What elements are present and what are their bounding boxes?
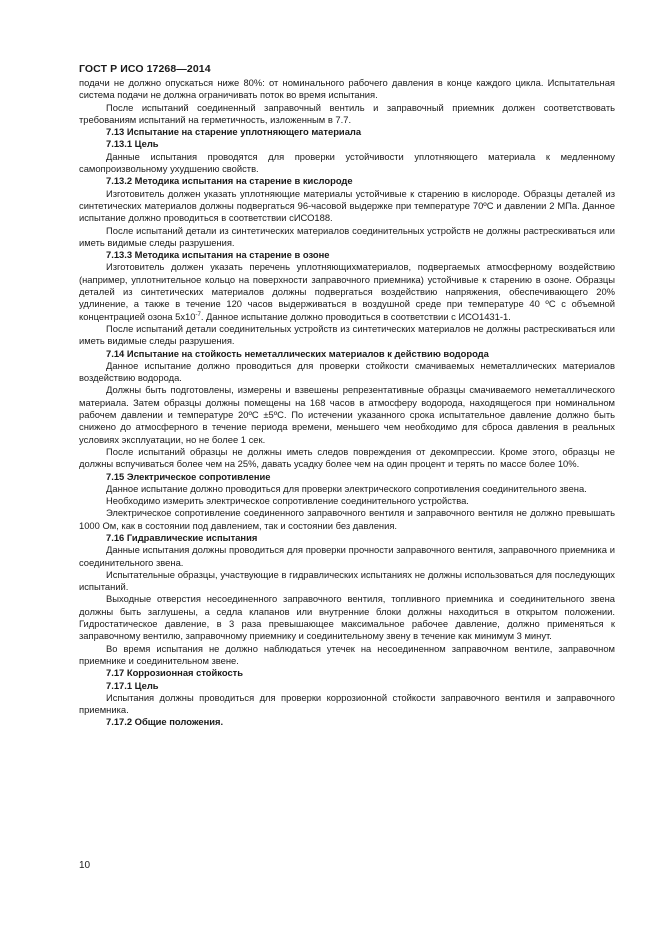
paragraph: Данное испытание должно проводиться для проверки стойкости смачиваемых неметаллических материалов воздействию водорода. bbox=[79, 359, 615, 384]
section-heading: 7.15 Электрическое сопротивление bbox=[106, 470, 271, 482]
section-heading: 7.14 Испытание на стойкость неметаллических материалов к действию водорода bbox=[106, 347, 489, 359]
section-heading: 7.17.1 Цель bbox=[106, 679, 159, 691]
exponent: -7 bbox=[195, 311, 201, 318]
paragraph: После испытаний детали соединительных устройств из синтетических материалов не должны растрескиваться или иметь видимые следы разрушения. bbox=[79, 322, 615, 347]
section-heading: 7.16 Гидравлические испытания bbox=[106, 531, 258, 543]
paragraph: После испытаний детали из синтетических материалов соединительных устройств не должны растрескиваться или иметь видимые следы разрушения. bbox=[79, 224, 615, 248]
paragraph: Испытательные образцы, участвующие в гидравлических испытаниях не должны использоваться для последующих испытаний. bbox=[79, 568, 615, 593]
paragraph: Необходимо измерить электрическое сопротивление соединительного устройства. bbox=[106, 495, 469, 507]
document-header: ГОСТ Р ИСО 17268—2014 bbox=[79, 63, 211, 75]
section-heading: 7.13.1 Цель bbox=[106, 138, 159, 150]
paragraph: Данные испытания должны проводиться для проверки прочности заправочного вентиля, заправочного приемника и соединительного звена. bbox=[79, 544, 615, 568]
paragraph bbox=[79, 261, 615, 322]
paragraph: Электрическое сопротивление соединенного заправочного вентиля и заправочного вентиля не должно превышать 1000 Ом, как в состоянии под давлением, так и состоянии без давления. bbox=[79, 507, 615, 531]
paragraph: Должны быть подготовлены, измерены и взвешены репрезентативные образцы смачиваемого неметаллического материала. Затем образцы должны помещены на 168 часов в атмосферу водорода, находящегося при номинальном рабочем давлении и температуре 20ºС ±5ºС. По истечении указанного срока испытательное давление должно быть снижено до атмосферного в течение периода времени, меньшего чем необходимо для сброса давления в реальных условиях эксплуатации, но не более 1 сек. bbox=[79, 384, 615, 445]
paragraph: После испытаний образцы не должны иметь следов повреждения от декомпрессии. Кроме этого, образцы не должны вспучиваться более чем на 25%, давать усадку более чем на один процент и терять по массе более 10%. bbox=[79, 445, 615, 470]
paragraph-text: Изготовитель должен указать перечень уплотняющихматериалов, подвергаемых атмосферному воздействию (например, уплотнительное кольцо на поверхности заправочного приемника) устойчивые к старению в озоне. Образцы деталей из синтетических материалов должны подвергаться воздействию напряжения, обеспечивающего 20% удлинение, а также в течение 120 часов выдерживаться в воздушной среде при температуре 40 ºС с объемной концентрацией озона 5х10 bbox=[79, 261, 615, 322]
section-heading: 7.17.2 Общие положения. bbox=[106, 716, 224, 728]
page-number: 10 bbox=[79, 860, 91, 871]
section-heading: 7.13 Испытание на старение уплотняющего материала bbox=[106, 126, 362, 138]
paragraph: Изготовитель должен указать уплотняющие материалы устойчивые к старению в кислороде. Образцы деталей из синтетических материалов должны подвергаться 96-часовой выдержке при температуре 70ºС и давлении 2 МПа. Данное испытание должно проводиться в соответствии сИСО188. bbox=[79, 187, 615, 224]
section-heading: 7.13.2 Методика испытания на старение в кислороде bbox=[106, 175, 353, 187]
paragraph-text: . Данное испытание должно проводиться в соответствии с ИСО1431-1. bbox=[200, 310, 511, 322]
paragraph: Данные испытания проводятся для проверки устойчивости уплотняющего материала к медленному самопроизвольному ухудшению свойств. bbox=[79, 150, 615, 175]
paragraph: Данное испытание должно проводиться для проверки электрического сопротивления соединительного звена. bbox=[106, 482, 587, 494]
section-heading: 7.13.3 Методика испытания на старение в озоне bbox=[106, 249, 330, 261]
paragraph: После испытаний соединенный заправочный вентиль и заправочный приемник должен соответствовать требованиям испытаний на герметичность, изложенным в 7.7. bbox=[79, 101, 615, 125]
paragraph: Во время испытания не должно наблюдаться утечек на несоединенном заправочном вентиле, заправочном приемнике и соединительном звене. bbox=[79, 642, 615, 666]
section-heading: 7.17 Коррозионная стойкость bbox=[106, 667, 244, 679]
document-body bbox=[79, 77, 615, 729]
paragraph: Испытания должны проводиться для проверки коррозионной стойкости заправочного вентиля и заправочного приемника. bbox=[79, 691, 615, 716]
paragraph: Выходные отверстия несоединенного заправочного вентиля, топливного приемника и соединительного звена должны быть заглушены, а седла клапанов или внутренние блоки должны находиться в открытом положении. Гидростатическое давление, в 3 раза превышающее максимальное рабочее давление, должно применяться к заправочному вентилю, заправочному приемнику и соединительному звену в течение как минимум 3 минут. bbox=[79, 593, 615, 642]
paragraph: подачи не должно опускаться ниже 80%: от номинального рабочего давления в конце каждого цикла. Испытательная система подачи не должна ограничивать поток во время испытания. bbox=[79, 77, 615, 101]
